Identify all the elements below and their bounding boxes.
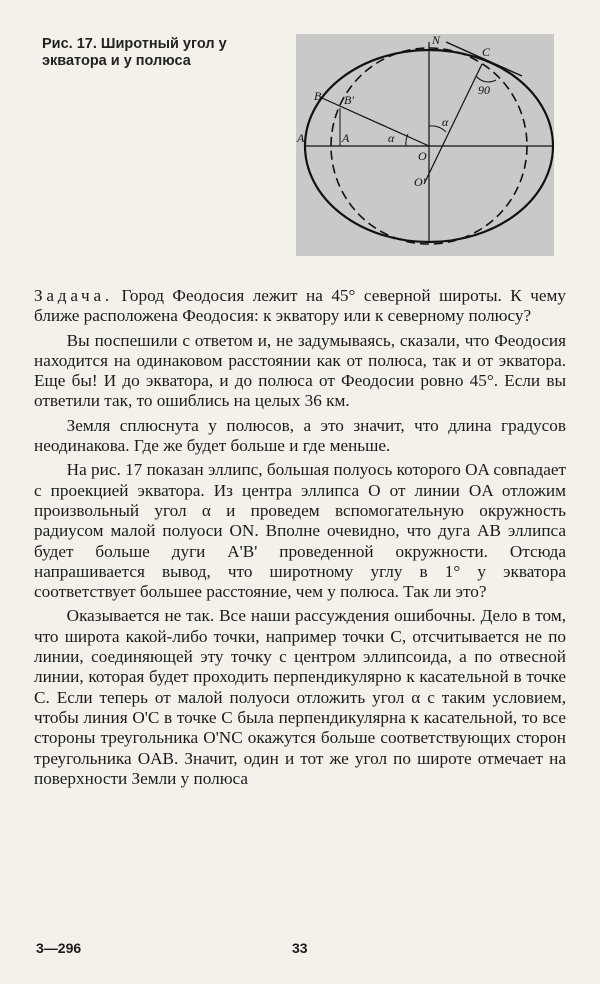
figure-caption: Рис. 17. Широтный угол у экватора и у полюса xyxy=(42,36,227,69)
label-alpha-center: α xyxy=(442,115,449,129)
label-A-outer: A xyxy=(297,131,305,145)
label-alpha-left: α xyxy=(388,131,395,145)
line-OB xyxy=(322,98,429,146)
right-angle-arc xyxy=(476,76,496,82)
label-A-inner: A xyxy=(342,131,350,145)
ellipse-diagram xyxy=(296,34,554,256)
task-label: Задача. xyxy=(34,286,113,305)
figure-17-diagram xyxy=(296,34,554,256)
paragraph-5: Оказывается не так. Все наши рассуждения ошибочны. Дело в том, что широта какой-либо точки, например точки C, отсчитывается не по линии, соединяющей эту точку с центром эллипсоида, а по отвесной линии, которая будет проходить перпендикулярно к касательной в точке C. Если теперь от малой полуоси отложить угол α с таким условием, чтобы линия O'C в точке C была перпендикулярна к касательной, то все стороны треугольника O'NC окажутся больше соответствующих сторон треугольника OAB. Значит, один и тот же угол по широте отмечает на поверхности Земли у полюса xyxy=(34,606,566,788)
label-N: N xyxy=(432,34,441,47)
task-paragraph xyxy=(34,286,566,327)
label-O-prime: O' xyxy=(414,175,426,189)
line-O-prime-C xyxy=(424,64,482,184)
label-O: O xyxy=(418,149,427,163)
label-B-prime: B' xyxy=(344,93,354,107)
page-number: 33 xyxy=(292,940,308,956)
label-C: C xyxy=(482,45,491,59)
label-B: B xyxy=(314,89,322,103)
paragraph-2: Вы поспешили с ответом и, не задумываясь, сказали, что Феодосия находится на одинаковом расстоянии как от полюса, так и от экватора. Еще бы! И до экватора, и до полюса от Феодосии ровно 45°. Если вы ответили так, то ошиблись на целых 36 км. xyxy=(34,330,566,411)
printer-signature: 3—296 xyxy=(36,940,82,956)
task-text: Город Феодосия лежит на 45° северной широты. К чему ближе расположена Феодосия: к экватору или к северному полюсу? xyxy=(34,286,567,326)
paragraph-4: На рис. 17 показан эллипс, большая полуось которого OA совпадает с проекцией экватора. Из центра эллипса O от линии OA отложим произвольный угол α и проведем вспомогательную окружность радиусом малой полуоси ON. Вполне очевидно, что дуга AB эллипса будет больше дуги A'B' проведенной окружности. Отсюда напрашивается вывод, что широтному углу в 1° у экватора соответствует большее расстояние, чем у полюса. Так ли это? xyxy=(34,460,566,602)
paragraph-3: Земля сплюснута у полюсов, а это значит, что длина градусов неодинакова. Где же будет больше и где меньше. xyxy=(34,415,566,456)
page-body xyxy=(34,286,566,793)
label-angle-90: 90 xyxy=(478,83,490,97)
